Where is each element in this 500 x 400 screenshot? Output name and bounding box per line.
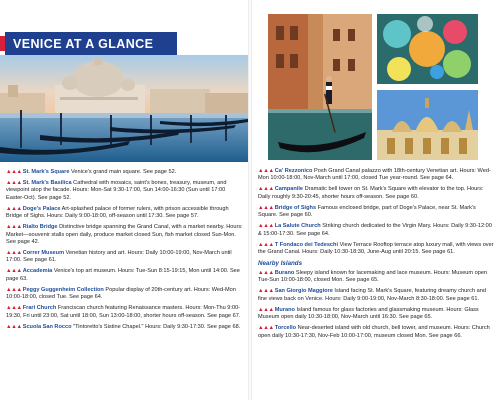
sight-name: Correr Museum bbox=[22, 250, 65, 257]
right-sight-list bbox=[258, 168, 496, 344]
rating-stars: ▲▲▲ bbox=[258, 223, 274, 230]
sight-description: Distinctive bridge spanning the Grand Canal, with a market nearby. Hours: Market—souvenir stalls open daily, produce market closed Sun, fish market closed Sun-Mon. See page 42. bbox=[6, 224, 243, 246]
rating-stars: ▲▲▲ bbox=[6, 180, 22, 186]
sight-entry bbox=[258, 186, 496, 201]
sight-entry bbox=[6, 169, 244, 176]
photo-st-marks-basilica bbox=[377, 90, 478, 160]
rating-stars: ▲▲▲ bbox=[258, 325, 274, 332]
sight-description: View Terrace Rooftop terrace atop luxury mall, with views over the Grand Canal. Hours: Daily 10:30-18:30, June-Aug until 20:15. See page 61. bbox=[258, 241, 494, 256]
sight-description: Popular display of 20th-century art. Hours: Wed-Mon 10:00-18:00, closed Tue. See page 64. bbox=[6, 286, 236, 301]
sight-description: Venetian history and art. Hours: Daily 10:00-19:00, Nov-March until 17:00. See page 61. bbox=[6, 250, 232, 264]
rating-stars: ▲▲▲ bbox=[258, 288, 274, 295]
sight-entry bbox=[6, 268, 244, 283]
rating-stars: ▲▲▲ bbox=[6, 286, 22, 293]
sight-description: "Tintoretto's Sistine Chapel." Hours: Daily 9:30-17:30. See page 68. bbox=[71, 323, 241, 330]
island-entry bbox=[258, 325, 496, 340]
sight-description: Cathedral with mosaics, saint's bones, treasury, museum, and viewpoint atop the facade. Hours: Mon-Sat 9:30-17:00, Sun 14:00-16:30 (Sun until 17:00 Easter-Oct). See page 52. bbox=[6, 180, 227, 201]
sight-description: Posh Grand Canal palazzo with 18th-century Venetian art. Hours: Wed-Mon 10:00-18:00, Nov-March until 17:00, closed Tue year-round. See page 64. bbox=[258, 168, 491, 182]
sight-entry bbox=[6, 305, 244, 320]
sight-name: Campanile bbox=[274, 186, 304, 193]
sight-description: Venice's grand main square. See page 52. bbox=[69, 169, 177, 175]
island-description: Island facing St. Mark's Square, featuring dreamy church and fine views back on Venice. Hours: Daily 9:00-19:00, Nov-March 8:30-18:00. See page 61. bbox=[258, 288, 486, 302]
sight-name: Scuola San Rocco bbox=[22, 323, 72, 330]
photo-gondolier-canal bbox=[268, 14, 372, 160]
rating-stars: ▲▲▲ bbox=[258, 168, 274, 174]
rating-stars: ▲▲▲ bbox=[258, 270, 274, 277]
island-name: San Giorgio Maggiore bbox=[274, 288, 333, 295]
sight-name: St. Mark's Basilica bbox=[22, 180, 72, 186]
rating-stars: ▲▲▲ bbox=[6, 323, 22, 330]
island-name: Torcello bbox=[274, 325, 297, 332]
sight-description: Art-splashed palace of former rulers, with prison accessible through Bridge of Sighs. Hours: Daily 9:00-18:00, off-season until 17:30. See page 57. bbox=[6, 205, 229, 220]
sight-name: Rialto Bridge bbox=[22, 224, 58, 231]
island-entry bbox=[258, 307, 496, 322]
sight-entry bbox=[6, 206, 244, 221]
sight-entry bbox=[6, 250, 244, 265]
rating-stars: ▲▲▲ bbox=[258, 186, 274, 193]
sight-name: Ca' Rezzonico bbox=[274, 168, 313, 174]
sight-entry bbox=[258, 242, 496, 257]
rating-stars: ▲▲▲ bbox=[6, 224, 22, 231]
sight-entry bbox=[258, 205, 496, 220]
photo-murano-glass bbox=[377, 14, 478, 84]
sight-entry bbox=[258, 223, 496, 238]
rating-stars: ▲▲▲ bbox=[6, 169, 22, 175]
hero-photo-santa-maria-della-salute bbox=[0, 55, 248, 162]
sight-entry bbox=[6, 224, 244, 246]
book-spine bbox=[248, 0, 252, 400]
island-entry bbox=[258, 288, 496, 303]
sight-description: Dramatic bell tower on St. Mark's Square with elevator to the top. Hours: Daily roughly 9:30-20:45, shorter hours off-season. See page 60. bbox=[258, 186, 484, 200]
page-title: VENICE AT A GLANCE bbox=[5, 32, 177, 55]
rating-stars: ▲▲▲ bbox=[6, 205, 22, 212]
island-name: Murano bbox=[274, 306, 295, 313]
sight-name: La Salute Church bbox=[274, 223, 321, 230]
sight-entry bbox=[6, 180, 244, 202]
island-description: Sleepy island known for lacemaking and lace museum. Hours: Museum open Tue-Sun 10:00-18:00, closed Mon. See page 65. bbox=[258, 270, 488, 284]
sight-description: Famous enclosed bridge, part of Doge's Palace, near St. Mark's Square. See page 60. bbox=[258, 204, 476, 219]
sight-name: Accademia bbox=[22, 268, 53, 275]
island-entry bbox=[258, 270, 496, 285]
island-description: Near-deserted island with old church, bell tower, and museum. Hours: Church open daily 10:30-17:30, Nov-Feb 10:00-17:00, museum closed Mon. See page 66. bbox=[258, 325, 490, 339]
sight-name: Peggy Guggenheim Collection bbox=[22, 286, 104, 293]
rating-stars: ▲▲▲ bbox=[6, 250, 22, 257]
island-description: Island famous for glass factories and glassmaking museum. Hours: Glass Museum open daily 10:30-18:00, Nov-March until 16:30. See page 65. bbox=[258, 306, 479, 321]
sight-name: Frari Church bbox=[22, 305, 57, 312]
sight-description: Franciscan church featuring Renaissance masters. Hours: Mon-Thu 9:00-19:30, Fri until 23:00, Sat until 18:00, Sun 13:00-18:00, shorter hours off-season. See page 67. bbox=[6, 305, 241, 319]
sight-description: Venice's top art museum. Hours: Tue-Sun 8:15-19:15, Mon until 14:00. See page 63. bbox=[6, 268, 240, 282]
island-name: Burano bbox=[274, 270, 295, 277]
rating-stars: ▲▲▲ bbox=[6, 305, 22, 312]
sight-name: St. Mark's Square bbox=[22, 169, 70, 175]
left-sight-list bbox=[6, 169, 244, 335]
rating-stars: ▲▲▲ bbox=[258, 204, 274, 211]
sight-name: T Fondaco dei Tedeschi bbox=[274, 241, 339, 248]
sight-entry bbox=[6, 324, 244, 331]
sight-entry bbox=[6, 287, 244, 302]
sight-name: Bridge of Sighs bbox=[274, 204, 317, 211]
section-subheading: Nearby Islands bbox=[258, 260, 303, 268]
sight-name: Doge's Palace bbox=[22, 205, 61, 212]
rating-stars: ▲▲▲ bbox=[6, 268, 22, 275]
rating-stars: ▲▲▲ bbox=[258, 241, 274, 248]
rating-stars: ▲▲▲ bbox=[258, 306, 274, 313]
sight-entry bbox=[258, 168, 496, 183]
sight-description: Striking church dedicated to the Virgin Mary. Hours: Daily 9:30-12:00 & 15:00-17:30. See page 64. bbox=[258, 223, 492, 237]
